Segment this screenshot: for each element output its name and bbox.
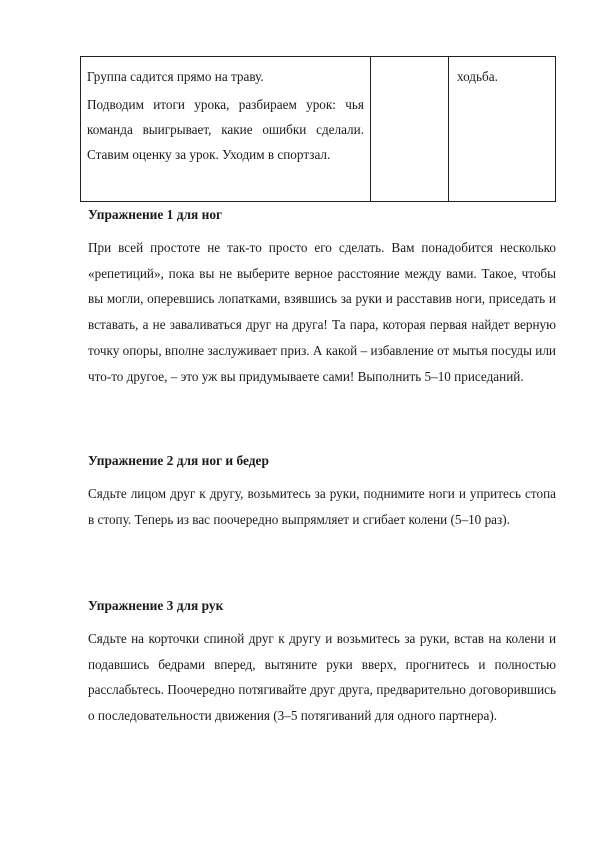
exercise-title: Упражнение 3 для рук [88,598,224,613]
lesson-table [80,56,556,202]
exercise-3 [88,596,556,729]
table-cell-activity [81,57,371,202]
exercise-title: Упражнение 1 для ног [88,207,223,222]
exercise-text: Сядьте на корточки спиной друг к другу и возьмитесь за руки, встав на колени и подавшись бедрами вперед, вытяните руки вверх, прогнитесь и полностью расслабьтесь. Поочередно потягивайте друг друга, предварительно договорившись о последовательности движения (3–5 потягиваний для одного партнера). [88,631,556,724]
exercise-2 [88,451,556,532]
table-row [81,57,556,202]
table-cell-line: Подводим итоги урока, разбираем урок: чья команда выигрывает, какие ошибки сделали. Ставим оценку за урок. Уходим в спортзал. [87,97,364,162]
table-cell-line: Группа садится прямо на траву. [87,69,264,84]
table-cell-note [449,57,556,202]
table-cell-empty [371,57,449,202]
exercise-title: Упражнение 2 для ног и бедер [88,453,269,468]
exercise-text: Сядьте лицом друг к другу, возьмитесь за руки, поднимите ноги и упритесь стопа в стопу. Теперь из вас поочередно выпрямляет и сгибает колени (5–10 раз). [88,486,556,527]
exercise-text: При всей простоте не так-то просто его сделать. Вам понадобится несколько «репетиций», пока вы не выберите верное расстояние между вами. Такое, чтобы вы могли, оперевшись лопатками, взявшись за руки и расставив ноги, приседать и вставать, а не заваливаться друг на друга! Та пара, которая первая найдет верную точку опоры, вполне заслуживает приз. А какой – избавление от мытья посуды или что-то другое, – это уж вы придумываете сами! Выполнить 5–10 приседаний. [88,240,556,384]
table-cell-line: ходьба. [457,69,498,84]
exercise-1 [88,205,556,389]
